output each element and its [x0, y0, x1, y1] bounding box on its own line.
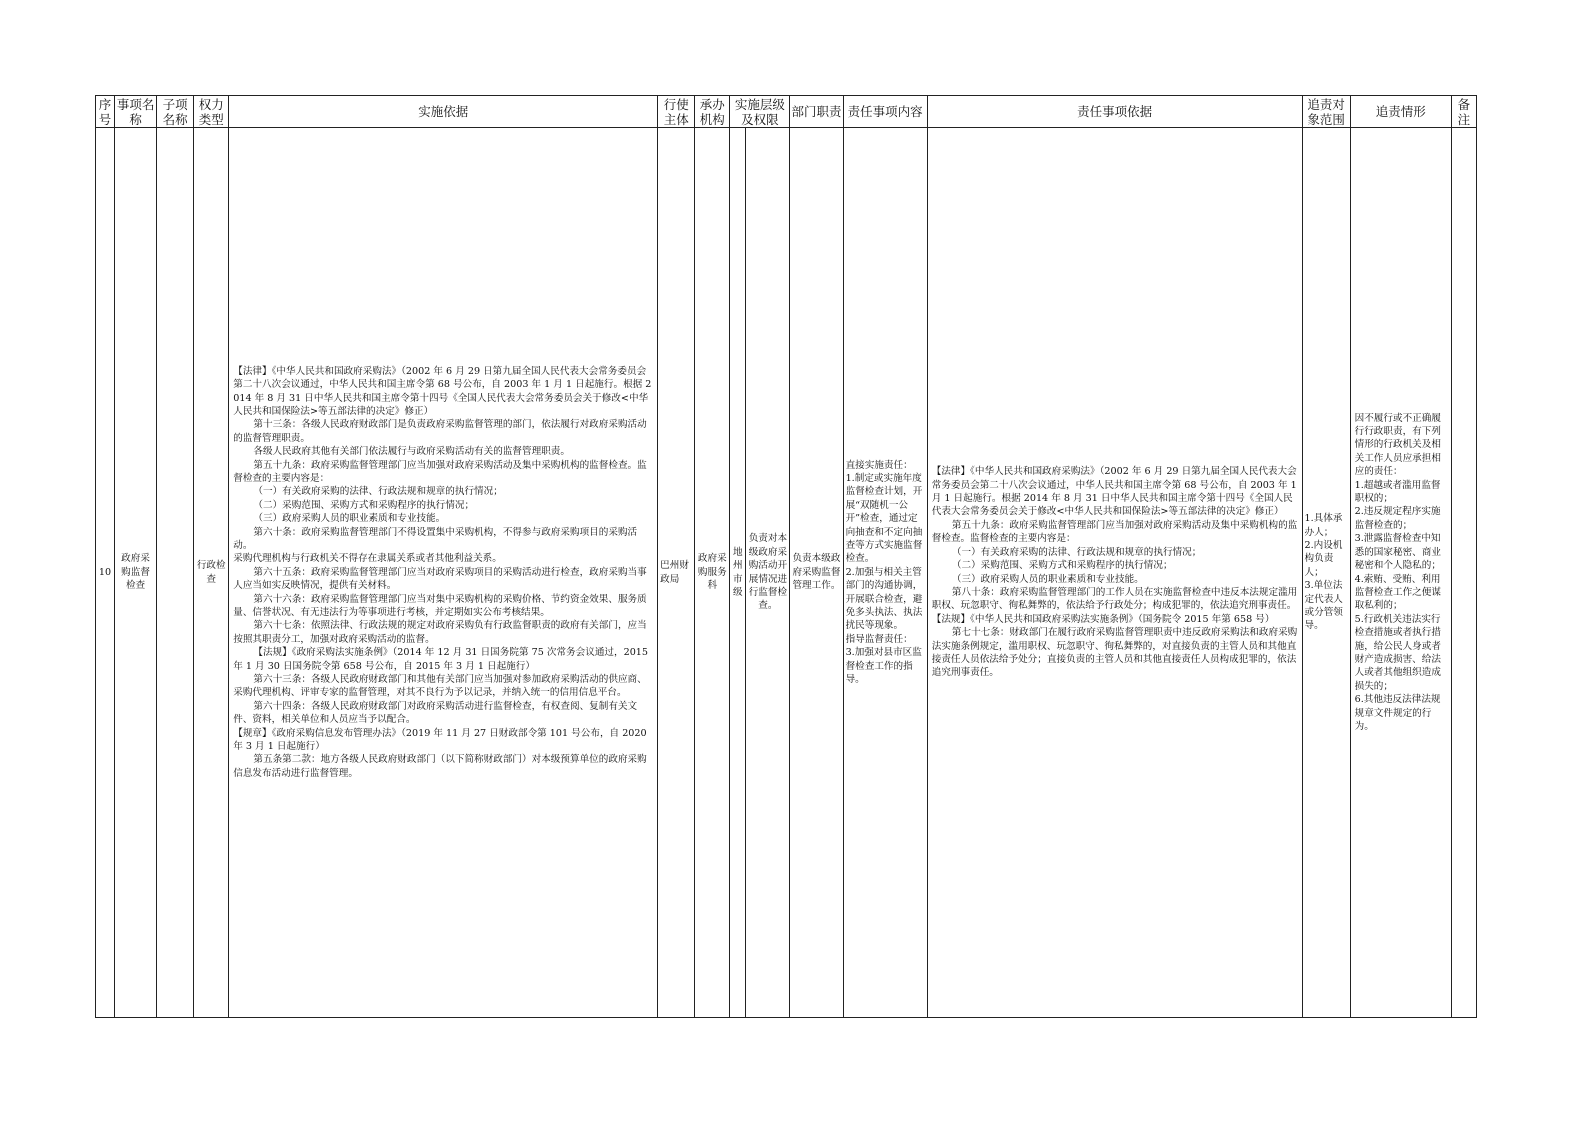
header-resp-content: 责任事项内容: [843, 96, 927, 128]
cell-item-name: 政府采购监督检查: [115, 128, 157, 1018]
cell-power-type: 行政检查: [194, 128, 229, 1018]
scope-line: 2.内设机构负责人；: [1304, 539, 1343, 578]
cell-duty: 负责本级政府采购监督管理工作。: [790, 128, 843, 1018]
basis-line: 各级人民政府其他有关部门依法履行与政府采购活动有关的监督管理职责。: [253, 446, 570, 458]
basis-line: 第六十四条：各级人民政府财政部门对政府采购活动进行监督检查，有权查阅、复制有关文件、资料，相关单位和人员应当予以配合。: [233, 700, 638, 726]
cell-remark: [1451, 128, 1476, 1018]
header-scope: 追责对象范围: [1302, 96, 1350, 128]
cell-situation: [1350, 128, 1451, 1018]
basis-line: 采购代理机构与行政机关不得存在隶属关系或者其他利益关系。: [233, 553, 502, 565]
basis-line: （一）有关政府采购的法律、行政法规和规章的执行情况；: [253, 486, 503, 498]
basis-line: 第六十三条：各级人民政府财政部门和其他有关部门应当加强对参加政府采购活动的供应商、采购代理机构、评审专家的监督管理，对其不良行为予以记录，并纳入统一的信用信息平台。: [233, 674, 647, 699]
basis-line: 第五条第二款：地方各级人民政府财政部门（以下简称财政部门）对本级预算单位的政府采购信息发布活动进行监督管理。: [233, 754, 647, 779]
situation-line: 5.行政机关违法实行检查措施或者执行措施，给公民人身或者财产造成损害、给法人或者其他组织造成损失的；: [1354, 613, 1441, 692]
cell-level-authority: 负责对本级政府采购活动开展情况进行监督检查。: [746, 128, 790, 1018]
basis-line: 第六十六条：政府采购监督管理部门应当对集中采购机构的采购价格、节约资金效果、服务质量、信誉状况、有无违法行为等事项进行考核，并定期如实公布考核结果。: [233, 593, 647, 619]
basis-line: 第六十七条：依照法律、行政法规的规定对政府采购负有行政监督职责的政府有关部门，应当按照其职责分工，加强对政府采购活动的监督。: [233, 620, 647, 645]
basis-line: 【法规】《政府采购法实施条例》（2014 年 12 月 31 日国务院第 75 次常务会议通过，2015 年 1 月 30 日国务院令第 658 号公布，自 2015 年 3 月 1 日起施行）: [233, 647, 649, 672]
basis-line: 第十三条：各级人民政府财政部门是负责政府采购监督管理的部门，依法履行对政府采购活动的监督管理职责。: [233, 419, 647, 444]
resp-basis-line: （二）采购范围、采购方式和采购程序的执行情况；: [951, 560, 1173, 572]
basis-line: 第六十五条：政府采购监督管理部门应当对政府采购项目的采购活动进行检查，政府采购当事人应当如实反映情况，提供有关材料。: [233, 566, 647, 592]
basis-line: 【规章】《政府采购信息发布管理办法》（2019 年 11 月 27 日财政部令第 101 号公布，自 2020 年 3 月 1 日起施行）: [233, 727, 647, 753]
cell-scope: [1302, 128, 1350, 1018]
resp-basis-line: （一）有关政府采购的法律、行政法规和规章的执行情况；: [951, 546, 1202, 558]
resp-content-line: 1.制定或实施年度监督检查计划，开展“双随机一公开”检查，通过定向抽查和不定向抽查等方式实施监督检查。: [845, 472, 923, 565]
header-duty: 部门职责: [790, 96, 843, 128]
header-power-type: 权力类型: [194, 96, 229, 128]
resp-basis-line: 第七十七条：财政部门在履行政府采购监督管理职责中违反政府采购法和政府采购法实施条例规定，滥用职权、玩忽职守、徇私舞弊的，对直接负责的主管人员和其他直接责任人员依法给予处分；直接负责的主管人员和其他直接责任人员构成犯罪的，依法追究刑事责任。: [931, 627, 1298, 679]
header-remark: 备注: [1451, 96, 1476, 128]
header-handler: 承办机构: [695, 96, 730, 128]
table-row: [96, 128, 1477, 1018]
resp-basis-line: 【法律】《中华人民共和国政府采购法》（2002 年 6 月 29 日第九届全国人民代表大会常务委员会第二十八次会议通过，中华人民共和国主席令第 68 号公布，自 2003 年 1 月 1 日起施行。根据 2014 年 8 月 31 日中华人民共和国主席令第十四号《全国人民代表大会常务委员会关于修改<中华人民共和国保险法>等五部法律的决定》修正）: [931, 466, 1297, 518]
power-list-table: [95, 95, 1477, 1018]
situation-line: 因不履行或不正确履行行政职责，有下列情形的行政机关及相关工作人员应承担相应的责任：: [1354, 412, 1441, 478]
header-seq: 序号: [96, 96, 115, 128]
cell-seq: 10: [96, 128, 115, 1018]
resp-content-line: 指导监督责任：: [845, 633, 913, 645]
cell-handler: 政府采购服务科: [695, 128, 730, 1018]
resp-content-line: 3.加强对县市区监督检查工作的指导。: [845, 647, 922, 686]
header-basis: 实施依据: [229, 96, 658, 128]
situation-line: 1.超越或者滥用监督职权的；: [1354, 479, 1441, 505]
header-situation: 追责情形: [1350, 96, 1451, 128]
resp-basis-line: 第五十九条：政府采购监督管理部门应当加强对政府采购活动及集中采购机构的监督检查。监督检查的主要内容是：: [931, 519, 1298, 545]
resp-basis-line: （三）政府采购人员的职业素质和专业技能。: [951, 573, 1144, 585]
header-resp-basis: 责任事项依据: [927, 96, 1302, 128]
header-sub-name: 子项名称: [157, 96, 194, 128]
situation-line: 2.违反规定程序实施监督检查的；: [1354, 506, 1441, 531]
situation-line: 3.泄露监督检查中知悉的国家秘密、商业秘密和个人隐私的；: [1354, 533, 1441, 572]
situation-line: 4.索贿、受贿、利用监督检查工作之便谋取私利的；: [1354, 573, 1441, 612]
situation-line: 6.其他违反法律法规规章文件规定的行为。: [1354, 694, 1441, 732]
cell-resp-content: [843, 128, 927, 1018]
basis-line: 【法律】《中华人民共和国政府采购法》（2002 年 6 月 29 日第九届全国人民代表大会常务委员会第二十八次会议通过，中华人民共和国主席令第 68 号公布，自 2003 年 1 月 1 日起施行。根据 2014 年 8 月 31 日中华人民共和国主席令第十四号《全国人民代表大会常务委员会关于修改<中华人民共和国保险法>等五部法律的决定》修正）: [233, 365, 652, 417]
scope-line: 1.具体承办人；: [1304, 513, 1343, 538]
cell-basis: [229, 128, 658, 1018]
header-level: 实施层级及权限: [730, 96, 790, 128]
header-row: [96, 96, 1477, 128]
header-subject: 行使主体: [658, 96, 695, 128]
header-item-name: 事项名称: [115, 96, 157, 128]
basis-line: （二）采购范围、采购方式和采购程序的执行情况；: [253, 499, 475, 511]
cell-subject: 巴州财政局: [658, 128, 695, 1018]
basis-line: （三）政府采购人员的职业素质和专业技能。: [253, 513, 446, 525]
basis-line: 第五十九条：政府采购监督管理部门应当加强对政府采购活动及集中采购机构的监督检查。监督检查的主要内容是：: [233, 459, 647, 484]
resp-content-line: 直接实施责任：: [845, 459, 913, 471]
scope-line: 3.单位法定代表人或分管领导。: [1304, 580, 1343, 632]
resp-content-line: 2.加强与相关主管部门的沟通协调，开展联合检查，避免多头执法、执法扰民等现象。: [845, 566, 923, 632]
resp-basis-line: 【法规】《中华人民共和国政府采购法实施条例》（国务院令 2015 年第 658 号）: [931, 613, 1275, 625]
cell-level-scope: 地州市级: [730, 128, 746, 1018]
basis-line: 第六十条：政府采购监督管理部门不得设置集中采购机构，不得参与政府采购项目的采购活动。: [233, 526, 638, 551]
resp-basis-line: 第八十条：政府采购监督管理部门的工作人员在实施监督检查中违反本法规定滥用职权、玩忽职守、徇私舞弊的，依法给予行政处分；构成犯罪的，依法追究刑事责任。: [931, 586, 1298, 612]
cell-resp-basis: [927, 128, 1302, 1018]
cell-sub-name: [157, 128, 194, 1018]
